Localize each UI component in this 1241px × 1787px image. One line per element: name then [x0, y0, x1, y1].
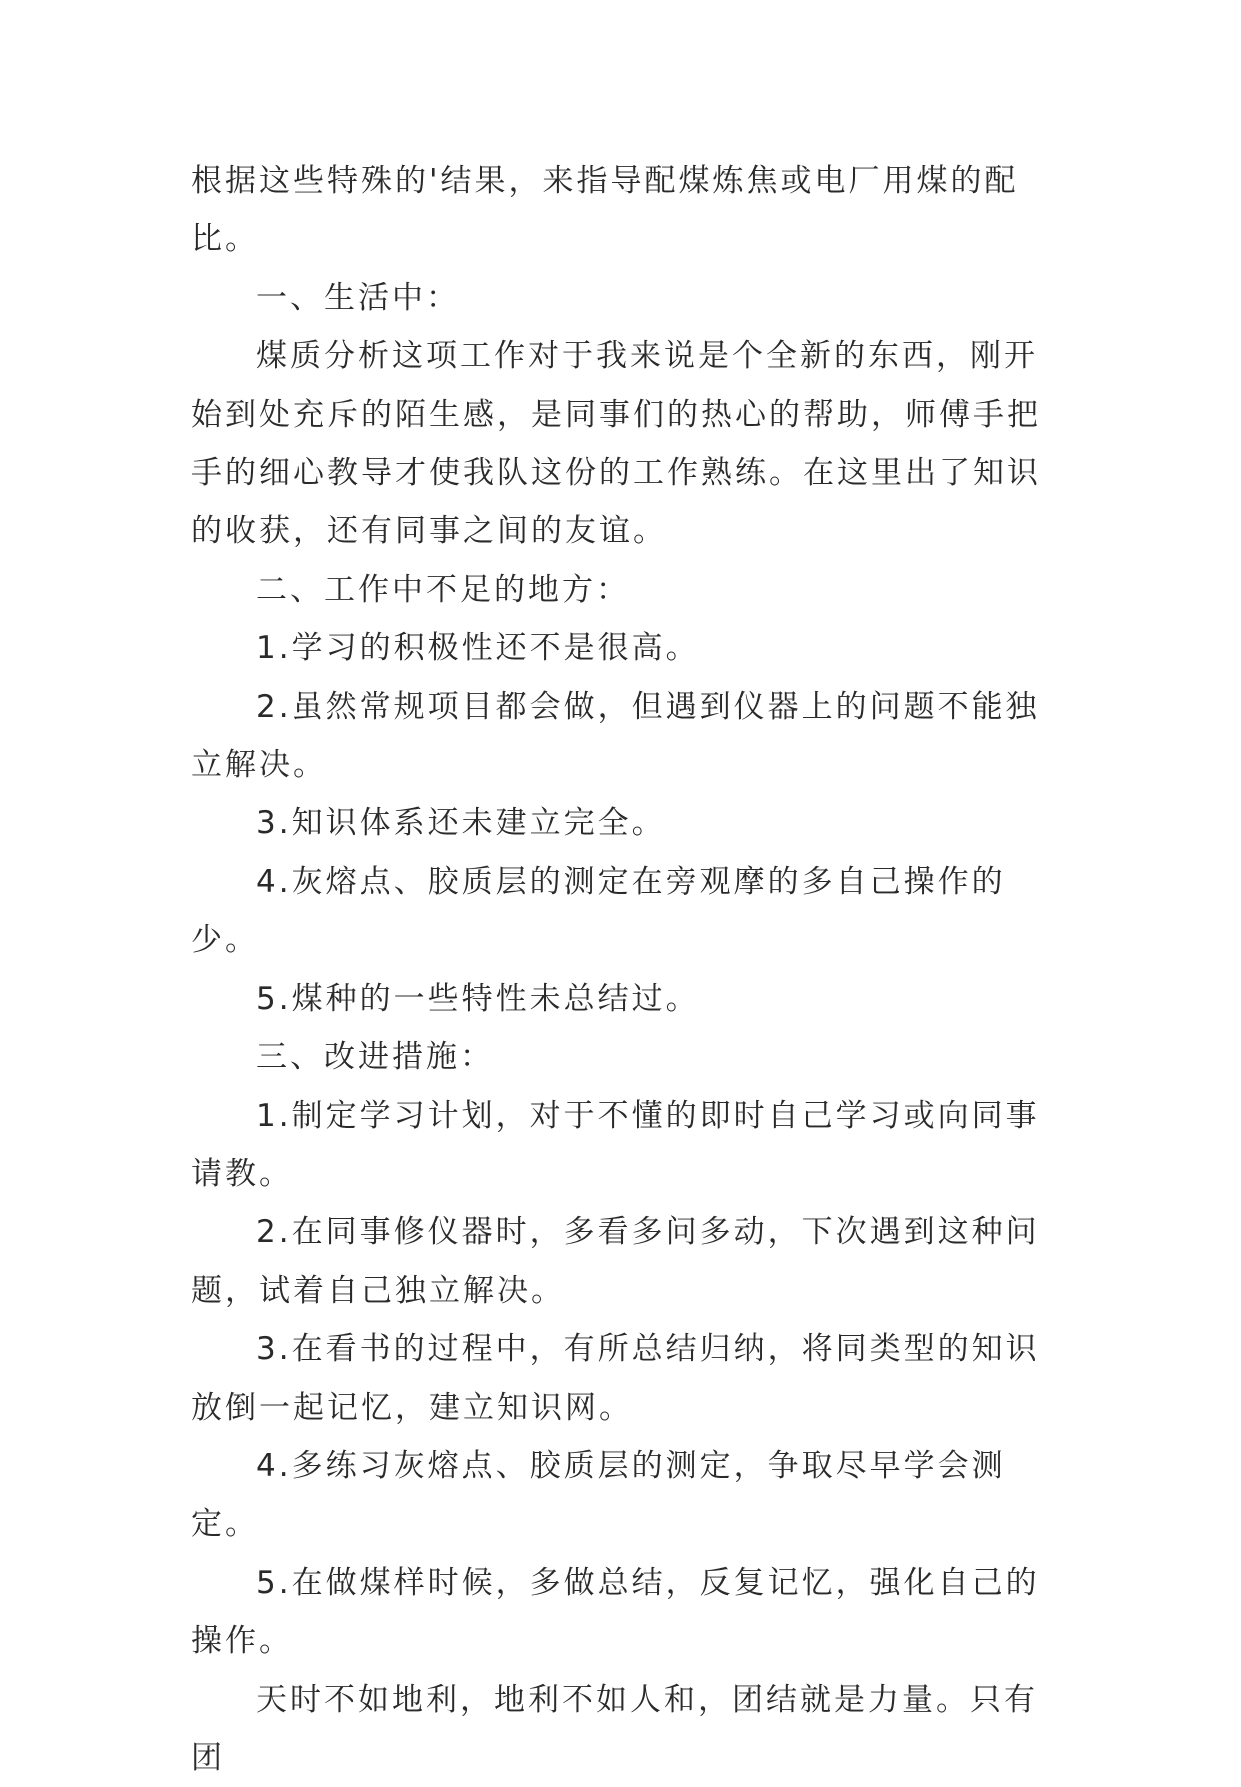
shortcoming-item-1: 1.学习的积极性还不是很高。	[256, 630, 700, 667]
improvement-item-3: 3.在看书的过程中，有所总结归纳，将同类型的知识放倒一起记忆，建立知识网。	[191, 1331, 1040, 1426]
paragraph-life: 煤质分析这项工作对于我来说是个全新的东西，刚开始到处充斥的陌生感，是同事们的热心的帮助，师傅手把手的细心教导才使我队这份的工作熟练。在这里出了知识的收获，还有同事之间的友谊。	[191, 338, 1041, 550]
section-heading-shortcomings: 二、工作中不足的地方：	[256, 571, 630, 608]
improvement-item-1: 1.制定学习计划，对于不懂的即时自己学习或向同事请教。	[191, 1097, 1040, 1192]
section-heading-improvements: 三、改进措施：	[256, 1039, 494, 1076]
shortcoming-item-4: 4.灰熔点、胶质层的测定在旁观摩的多自己操作的少。	[191, 863, 1006, 959]
shortcoming-item-5: 5.煤种的一些特性未总结过。	[256, 980, 700, 1017]
document-body	[191, 152, 1051, 1787]
improvement-item-5: 5.在做煤样时候，多做总结，反复记忆，强化自己的操作。	[191, 1564, 1040, 1660]
improvement-item-2: 2.在同事修仪器时，多看多问多动，下次遇到这种问题，试着自己独立解决。	[191, 1214, 1040, 1309]
improvement-item-4: 4.多练习灰熔点、胶质层的测定，争取尽早学会测定。	[191, 1447, 1006, 1543]
paragraph-closing: 天时不如地利，地利不如人和，团结就是力量。只有团	[191, 1681, 1038, 1776]
section-heading-life: 一、生活中：	[256, 279, 460, 316]
paragraph-1: 根据这些特殊的'结果，来指导配煤炼焦或电厂用煤的配比。	[191, 163, 1019, 258]
shortcoming-item-2: 2.虽然常规项目都会做，但遇到仪器上的问题不能独立解决。	[191, 688, 1040, 784]
shortcoming-item-3: 3.知识体系还未建立完全。	[256, 805, 666, 842]
